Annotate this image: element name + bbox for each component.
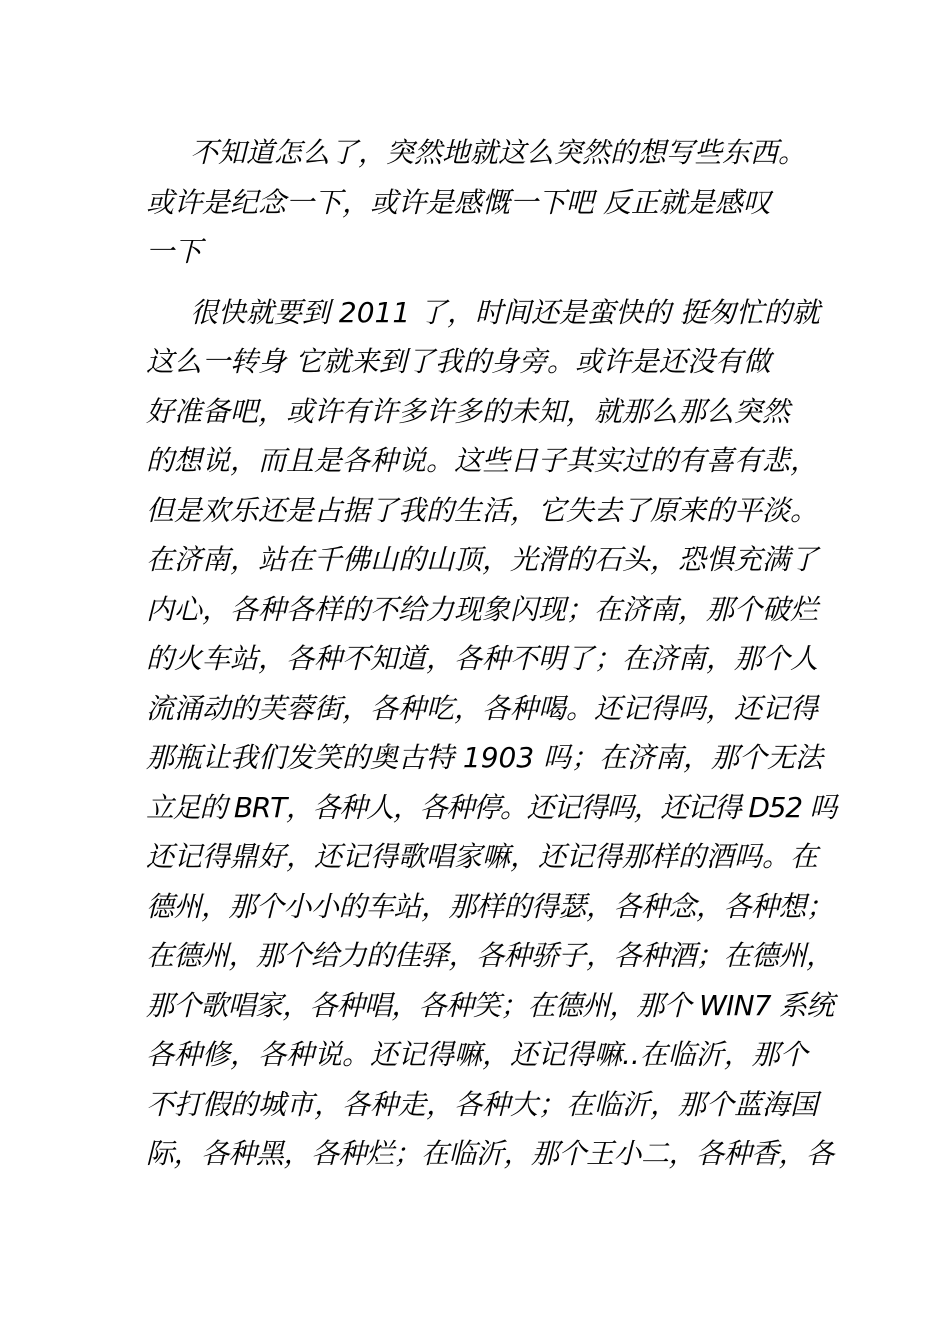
text-line: 不打假的城市，各种走，各种大；在临沂，那个蓝海国 [146, 1087, 819, 1121]
text-line: 还记得鼎好，还记得歌唱家嘛，还记得那样的酒吗。在 [146, 840, 819, 873]
text-line: 很快就要到 2011 了，时间还是蛮快的 挺匆忙的就 [190, 295, 820, 329]
text-line: 但是欢乐还是占据了我的生活，它失去了原来的平淡。 [146, 493, 819, 527]
text-line: 或许是纪念一下，或许是感慨一下吧 反正就是感叹 [146, 185, 771, 219]
text-line: 的想说，而且是各种说。这些日子其实过的有喜有悲， [146, 444, 819, 477]
paragraph-1 [146, 128, 836, 277]
text-line: 的火车站，各种不知道，各种不明了；在济南，那个人 [146, 642, 819, 675]
text-line: 际，各种黑，各种烂；在临沂，那个王小二，各种香，各 [146, 1137, 834, 1170]
text-line: 一下 [146, 235, 203, 268]
text-line: 那瓶让我们发笑的奥古特 1903 吗；在济南，那个无法 [146, 741, 824, 774]
paragraph-2 [146, 288, 836, 1179]
text-line: 在济南，站在千佛山的山顶，光滑的石头，恐惧充满了 [146, 543, 819, 576]
text-line: 各种修，各种说。还记得嘛，还记得嘛..在临沂，那个 [146, 1038, 808, 1071]
text-line: 好准备吧，或许有许多许多的未知，就那么那么突然 [146, 394, 791, 428]
text-line: 不知道怎么了，突然地就这么突然的想写些东西。 [190, 136, 807, 169]
text-line: 德州，那个小小的车站，那样的得瑟，各种念，各种想； [146, 889, 834, 923]
text-line: 那个歌唱家，各种唱，各种笑；在德州，那个 WIN7 系统 [146, 988, 834, 1022]
text-line: 立足的 BRT，各种人，各种停。还记得吗，还记得 D52 吗 [146, 790, 837, 824]
text-line: 在德州，那个给力的佳驿，各种骄子，各种酒；在德州， [146, 939, 834, 972]
text-line: 流涌动的芙蓉街，各种吃，各种喝。还记得吗，还记得 [146, 691, 819, 725]
text-line: 内心，各种各样的不给力现象闪现；在济南，那个破烂 [146, 592, 819, 626]
document-body [146, 128, 836, 1179]
text-line: 这么一转身 它就来到了我的身旁。或许是还没有做 [146, 345, 771, 378]
